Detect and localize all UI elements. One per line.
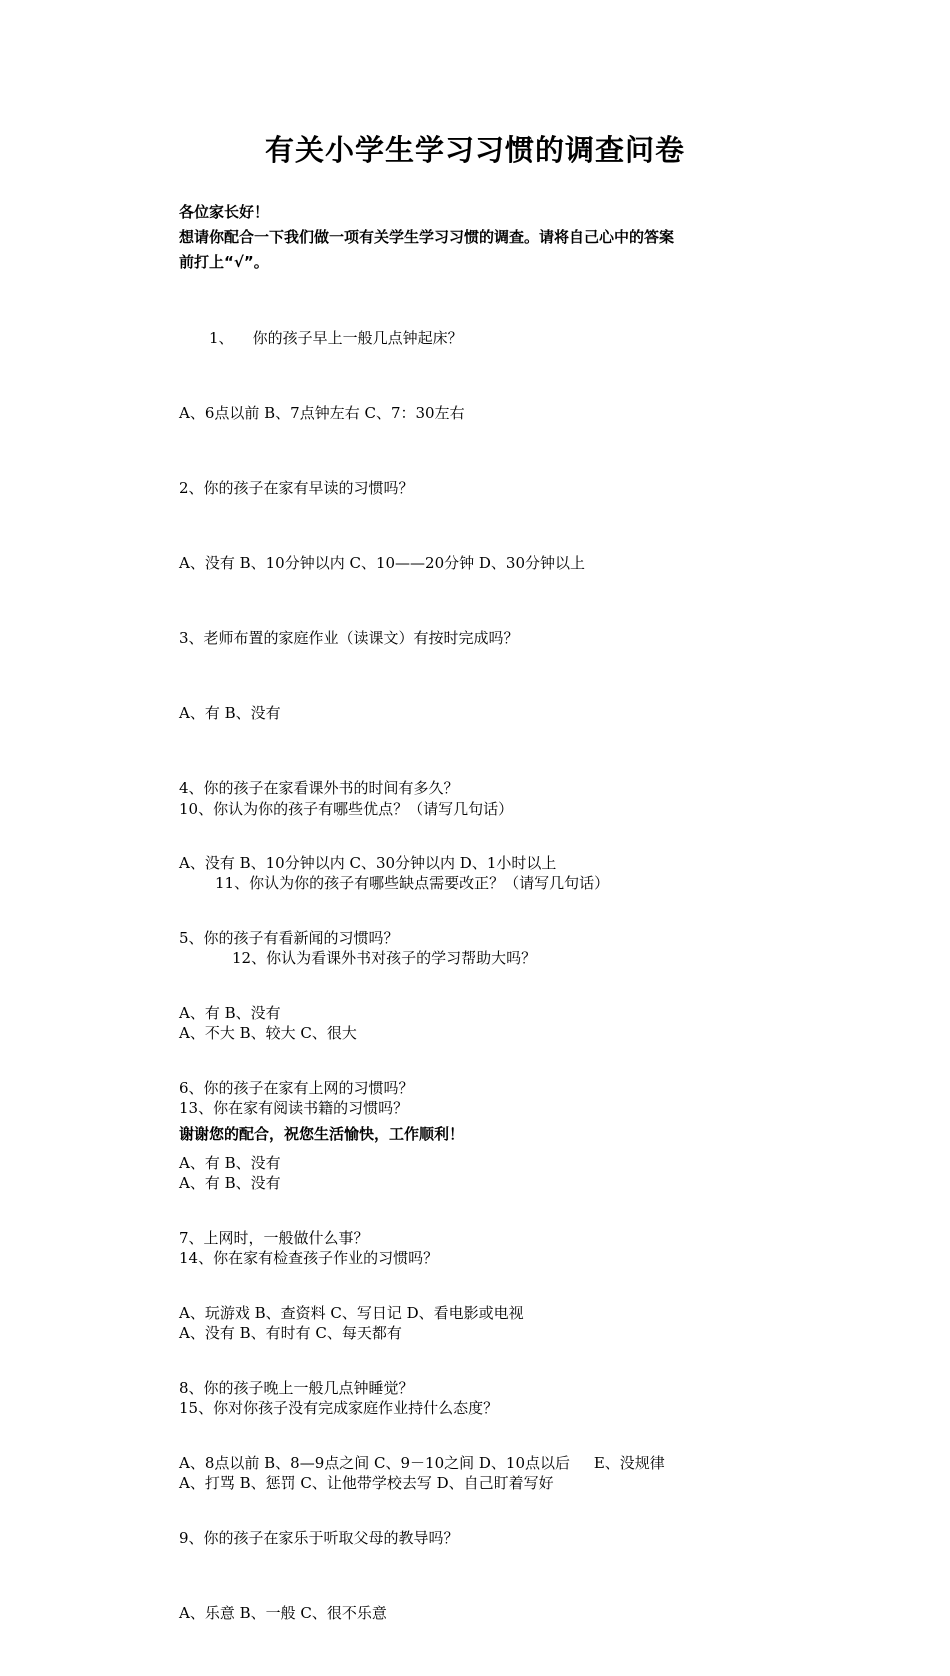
greeting: 各位家长好！ <box>179 203 270 221</box>
question-15-options: A、打骂 B、惩罚 C、让他带学校去写 D、自己盯着写好 <box>179 1474 554 1492</box>
question-9: 9、你的孩子在家乐于听取父母的教导吗？ <box>179 1529 459 1547</box>
question-14: 14、你在家有检查孩子作业的习惯吗？ <box>179 1249 439 1267</box>
question-2: 2、你的孩子在家有早读的习惯吗？ <box>179 479 414 497</box>
question-4-options: A、没有 B、10分钟以内 C、30分钟以内 D、1小时以上 <box>179 854 557 872</box>
question-12: 12、你认为看课外书对孩子的学习帮助大吗？ <box>232 949 537 967</box>
closing-message: 谢谢您的配合，祝您生活愉快，工作顺利！ <box>179 1125 465 1143</box>
request-line-1: 想请你配合一下我们做一项有关学生学习习惯的调查。请将自己心中的答案 <box>179 228 675 246</box>
question-7: 7、上网时，一般做什么事？ <box>179 1229 369 1247</box>
page-title: 有关小学生学习习惯的调查问卷 <box>264 133 685 167</box>
question-13: 13、你在家有阅读书籍的习惯吗？ <box>179 1099 409 1117</box>
question-6: 6、你的孩子在家有上网的习惯吗？ <box>179 1079 414 1097</box>
question-14-options: A、没有 B、有时有 C、每天都有 <box>179 1324 402 1342</box>
question-1-options: A、6点以前 B、7点钟左右 C、7：30左右 <box>179 404 465 422</box>
intro-block <box>179 200 779 275</box>
question-3-options: A、有 B、没有 <box>179 704 281 722</box>
question-10: 10、你认为你的孩子有哪些优点？（请写几句话） <box>179 800 514 818</box>
question-13-options: A、有 B、没有 <box>179 1174 281 1192</box>
question-8: 8、你的孩子晚上一般几点钟睡觉？ <box>179 1379 414 1397</box>
request-line-2: 前打上“√”。 <box>179 253 269 271</box>
question-8-options: A、8点以前 B、8—9点之间 C、9－10之间 D、10点以后 E、没规律 <box>179 1454 665 1472</box>
question-12-options: A、不大 B、较大 C、很大 <box>179 1024 357 1042</box>
question-1: 1、 你的孩子早上一般几点钟起床？ <box>209 329 463 347</box>
question-11: 11、你认为你的孩子有哪些缺点需要改正？（请写几句话） <box>215 874 610 892</box>
question-7-options: A、玩游戏 B、查资料 C、写日记 D、看电影或电视 <box>179 1304 524 1322</box>
question-3: 3、老师布置的家庭作业（读课文）有按时完成吗？ <box>179 629 519 647</box>
questions-block-12 <box>179 896 799 1546</box>
question-5: 5、你的孩子有看新闻的习惯吗？ <box>179 929 399 947</box>
question-6-options: A、有 B、没有 <box>179 1154 281 1172</box>
question-15: 15、你对你孩子没有完成家庭作业持什么态度？ <box>179 1399 499 1417</box>
question-9-options: A、乐意 B、一般 C、很不乐意 <box>179 1604 387 1622</box>
question-4: 4、你的孩子在家看课外书的时间有多久？ <box>179 779 459 797</box>
question-5-options: A、有 B、没有 <box>179 1004 281 1022</box>
question-2-options: A、没有 B、10分钟以内 C、10——20分钟 D、30分钟以上 <box>179 554 586 572</box>
